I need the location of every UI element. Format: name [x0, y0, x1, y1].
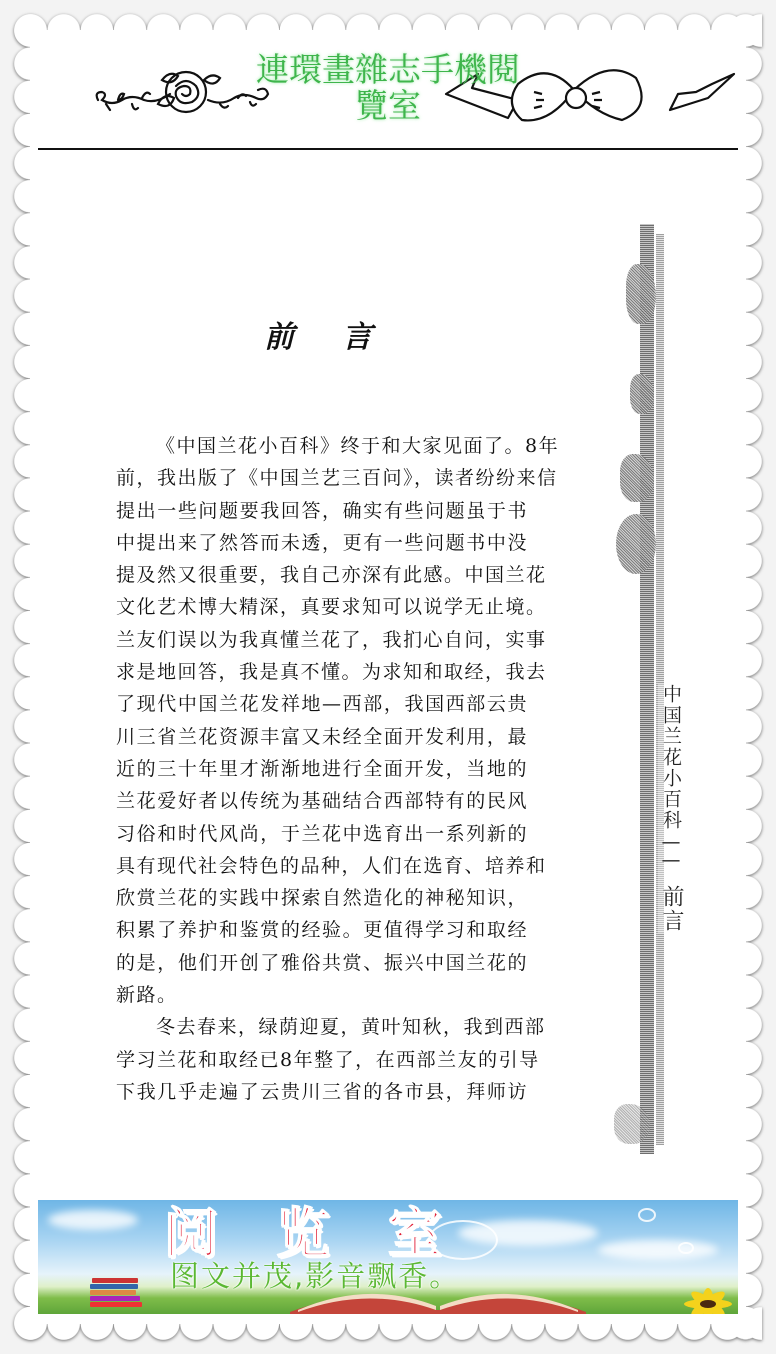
page-heading: 前言 — [264, 320, 420, 355]
text-line: 下我几乎走遍了云贵川三省的各市县，拜师访 — [116, 1080, 528, 1103]
reading-room-banner[interactable] — [38, 1200, 738, 1314]
text-line: 了现代中国兰花发祥地—西部，我国西部云贵 — [116, 693, 528, 716]
text-line: 学习兰花和取经已8年整了，在西部兰友的引导 — [116, 1048, 540, 1071]
text-line: 积累了养护和鉴赏的经验。更值得学习和取经 — [116, 919, 528, 942]
text-line: 求是地回答，我是真不懂。为求知和取经，我去 — [116, 661, 547, 684]
text-line: 新路。 — [116, 984, 178, 1007]
header-divider — [38, 148, 738, 150]
magazine-title — [38, 52, 738, 124]
ink-bar-icon — [640, 224, 654, 1154]
text-line: 近的三十年里才渐渐地进行全面开发，当地的 — [116, 757, 528, 780]
bubble-icon — [638, 1208, 656, 1222]
text-line: 欣赏兰花的实践中探索自然造化的神秘知识， — [116, 887, 528, 910]
text-line: 具有现代社会特色的品种，人们在选育、培养和 — [116, 854, 547, 877]
text-line: 《中国兰花小百科》终于和大家见面了。8年 — [156, 435, 560, 457]
text-line: 中提出来了然答而未透，更有一些问题书中没 — [116, 531, 528, 554]
running-title-vertical — [658, 684, 684, 933]
cloud-icon — [48, 1210, 138, 1230]
text-line: 的是，他们开创了雅俗共赏、振兴中国兰花的 — [116, 951, 528, 974]
text-line: 兰友们误以为我真懂兰花了，我扪心自问，实事 — [116, 628, 547, 651]
text-line: 川三省兰花资源丰富又未经全面开发利用，最 — [116, 725, 528, 748]
magazine-header — [38, 38, 738, 150]
text-line: 冬去春来，绿荫迎夏，黄叶知秋，我到西部 — [156, 1016, 546, 1039]
running-title-section: 前言 — [659, 885, 684, 933]
text-line: 习俗和时代风尚，于兰花中选育出一系列新的 — [116, 822, 528, 845]
text-line: 文化艺术博大精深，真要求知可以说学无止境。 — [116, 596, 547, 619]
text-line: 兰花爱好者以传统为基础结合西部特有的民风 — [116, 790, 528, 813]
text-line: 前，我出版了《中国兰艺三百问》，读者纷纷来信 — [116, 467, 558, 490]
sunflower-icon — [668, 1288, 738, 1314]
open-book-icon — [288, 1282, 588, 1314]
orchid-leaf-icon — [620, 454, 654, 502]
text-line: 提及然又很重要，我自己亦深有此感。中国兰花 — [116, 564, 547, 587]
running-title-dash: —— — [660, 831, 682, 867]
grass-tuft-icon — [614, 1104, 650, 1144]
magazine-title-line2: 覽室 — [355, 86, 421, 125]
banner-slogan: 图文并茂,影音飘香。 — [170, 1259, 461, 1293]
text-line: 提出一些问题要我回答，确实有些问题虽于书 — [116, 499, 528, 522]
orchid-flower-icon — [616, 514, 656, 574]
orchid-leaf-icon — [630, 374, 654, 414]
book-page — [38, 152, 738, 1198]
preface-body — [116, 430, 560, 1108]
decorative-side-strip — [610, 224, 690, 1154]
magazine-title-line1: 連環畫雜志手機閱 — [256, 50, 520, 89]
bubble-icon — [678, 1242, 694, 1254]
book-stack-icon — [90, 1278, 170, 1314]
running-title-book: 中国兰花小百科 — [660, 684, 682, 831]
banner-title: 阅览室 — [164, 1202, 500, 1265]
